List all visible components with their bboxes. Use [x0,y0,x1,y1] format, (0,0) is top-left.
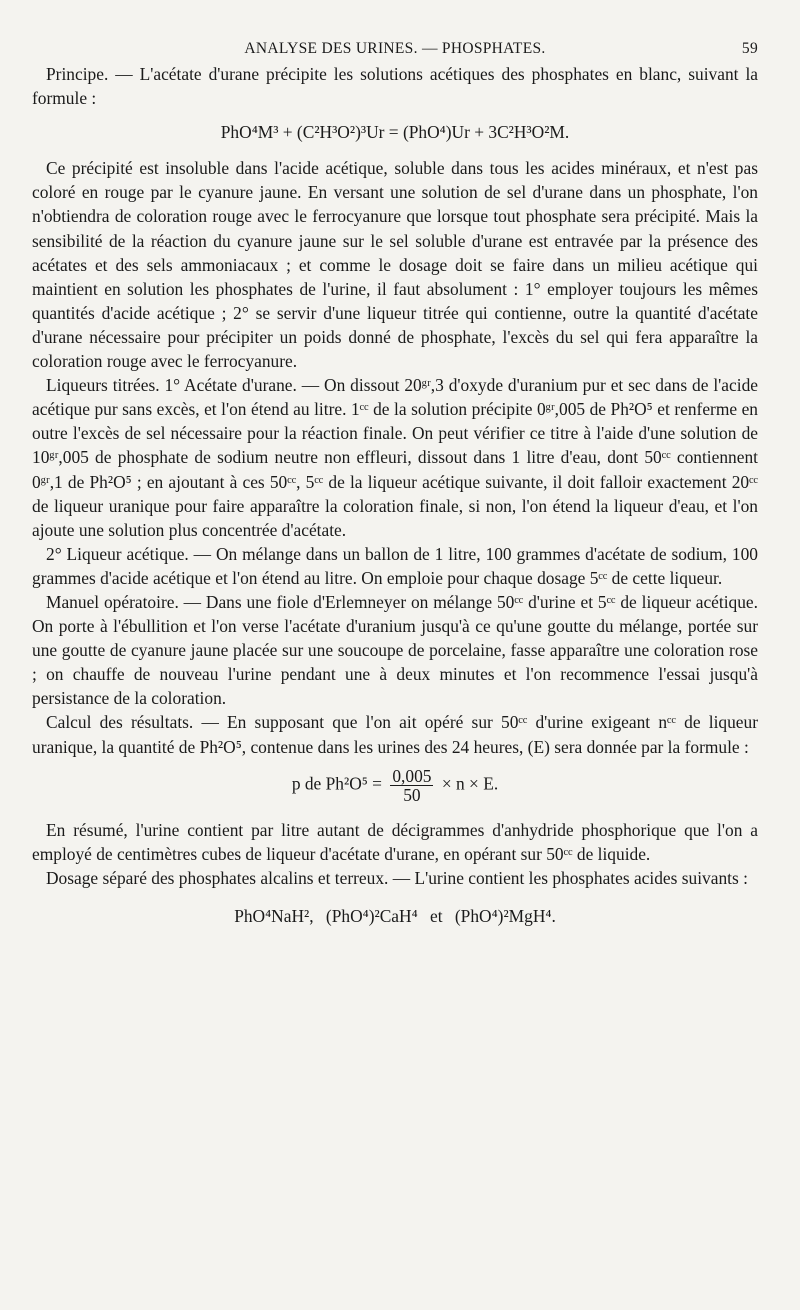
fraction-denominator: 50 [403,784,421,805]
formula-calcul-right: × n × E. [441,773,499,794]
body-text [32,62,758,928]
paragraph-calcul-resultats: Calcul des résultats. — En supposant que l'on ait opéré sur 50ᶜᶜ d'urine exigeant nᶜᶜ de liqueur uranique, la quantité de Ph²O⁵, contenue dans les urines des 24 heures, (E) sera donnée par la formule : [32,712,758,757]
paragraph-liqueur-acetique: 2° Liqueur acétique. — On mélange dans un ballon de 1 litre, 100 grammes d'acétate de sodium, 100 grammes d'acide acétique et l'on étend au litre. On emploie pour chaque dosage 5ᶜᶜ de cette liqueur. [32,543,758,588]
paragraph-dosage-separe: Dosage séparé des phosphates alcalins et terreux. — L'urine contient les phosphates acides suivants : [46,867,748,888]
formula-calcul-left: p de Ph²O⁵ = [291,773,382,794]
paragraph-manuel-operatoire: Manuel opératoire. — Dans une fiole d'Erlemneyer on mélange 50ᶜᶜ d'urine et 5ᶜᶜ de liqueur acétique. On porte à l'ébullition et l'on verse l'acétate d'uranium jusqu'à ce qu'une goutte du mélange, portée sur une goutte de cyanure jaune placée sur une soucoupe de porcelaine, fasse apparaître une coloration rose ; on chauffe de nouveau l'urine pendant une à deux minutes et l'on recommence l'essai jusqu'à persistance de la coloration. [32,591,758,709]
paragraph-precipite: Ce précipité est insoluble dans l'acide acétique, soluble dans tous les acides minéraux, et n'est pas coloré en rouge par le cyanure jaune. En versant une solution de sel d'urane dans un phosphate, l'on n'obtiendra de coloration rouge avec le ferrocyanure que lorsque tout phosphate sera précipité. Mais la sensibilité de la réaction du cyanure jaune sur le sel soluble d'urane est entravée par la présence des acétates et des sels ammoniacaux ; et comme le dosage doit se faire dans un milieu acétique qui maintient en solution les phosphates de l'urine, il faut absolument : 1° employer toujours les mêmes quantités d'acide acétique ; 2° se servir d'une liqueur titrée qui contienne, outre la quantité d'acétate d'urane nécessaire pour précipiter un poids donné de phosphate, l'excès du sel qui fera apparaître la coloration rouge avec le ferrocyanure. [32,158,758,372]
running-head [32,36,758,62]
paragraph-resume: En résumé, l'urine contient par litre autant de décigrammes d'anhydride phosphorique que l'on a employé de centimètres cubes de liqueur d'acétate d'urane, en opérant sur 50ᶜᶜ de liquide. [32,819,758,864]
paragraph-principe: Principe. — L'acétate d'urane précipite les solutions acétiques des phosphates en blanc, suivant la formule : [32,64,758,109]
page-number: 59 [741,40,758,57]
formula-precipitation: PhO⁴M³ + (C²H³O²)³Ur = (PhO⁴)Ur + 3C²H³O²M. [220,122,570,143]
running-title: ANALYSE DES URINES. — PHOSPHATES. [244,40,546,57]
fraction-numerator: 0,005 [392,765,432,786]
formula-calcul [32,767,758,804]
formula-phosphates-acides: PhO⁴NaH², (PhO⁴)²CaH⁴ et (PhO⁴)²MgH⁴. [234,905,556,926]
paragraph-liqueurs-titrees: Liqueurs titrées. 1° Acétate d'urane. — On dissout 20ᵍʳ,3 d'oxyde d'uranium pur et sec dans de l'acide acétique pur sans excès, et l'on étend au litre. 1ᶜᶜ de la solution précipite 0ᵍʳ,005 de Ph²O⁵ et renferme en outre l'excès de sel nécessaire pour la réaction finale. On peut vérifier ce titre à l'aide d'une solution de 10ᵍʳ,005 de phosphate de sodium neutre non effleuri, dissout dans 1 litre d'eau, dont 50ᶜᶜ contiennent 0ᵍʳ,1 de Ph²O⁵ ; en ajoutant à ces 50ᶜᶜ, 5ᶜᶜ de la liqueur acétique suivante, il doit falloir exactement 20ᶜᶜ de liqueur uranique pour faire apparaître la coloration finale, si non, l'on étend la liqueur d'eau, et l'on ajoute une solution plus concentrée d'acétate. [32,375,758,540]
formula-fraction [390,767,433,804]
